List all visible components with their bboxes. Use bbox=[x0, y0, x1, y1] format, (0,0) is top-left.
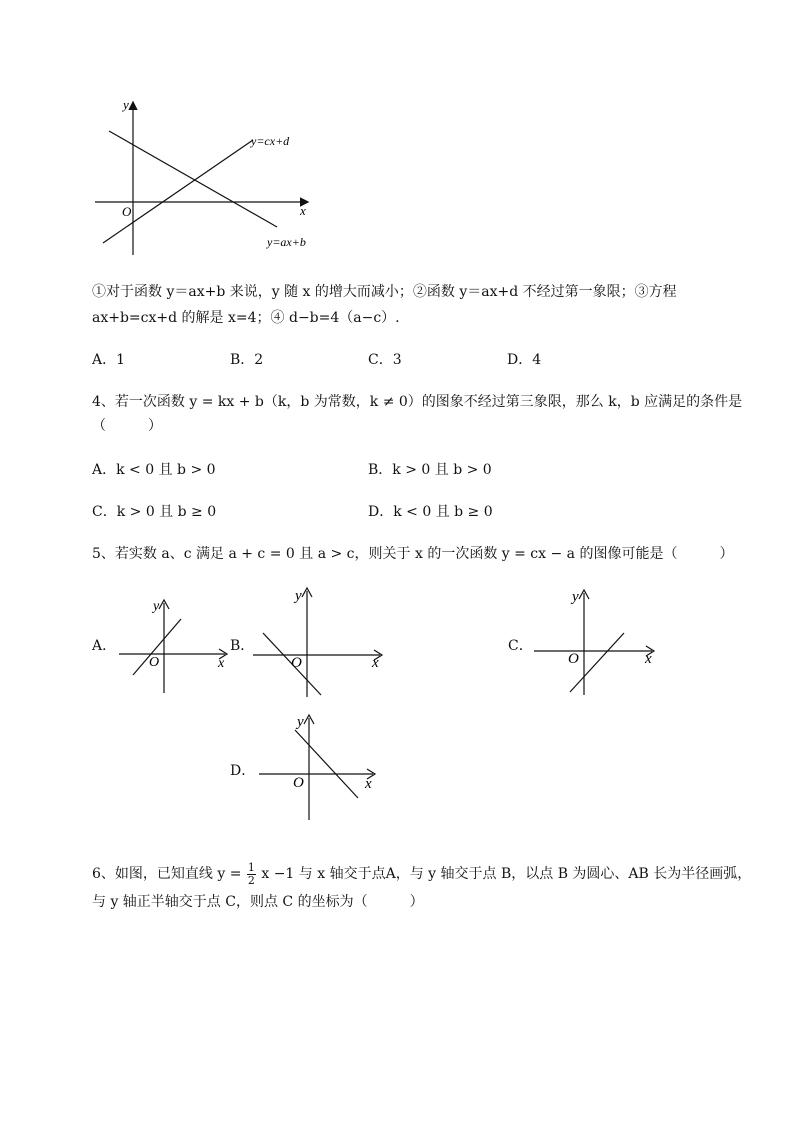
q5-graph-d bbox=[255, 710, 385, 825]
q3-option-b: B．2 bbox=[230, 352, 264, 368]
origin-label: O bbox=[122, 204, 132, 219]
q6-stem-line2: 与 y 轴正半轴交于点 C，则点 C 的坐标为（ ） bbox=[92, 894, 424, 910]
q3-option-c: C．3 bbox=[368, 352, 402, 368]
q5-stem: 5、若实数 a、c 满足 a + c = 0 且 a > c，则关于 x 的一次函数 y = cx − a 的图像可能是（ ） bbox=[92, 546, 734, 562]
q6-pre: 6、如图，已知直线 y = bbox=[92, 866, 242, 882]
q3-statement-line1: ①对于函数 y＝ax+b 来说，y 随 x 的增大而减小；②函数 y＝ax+d 不经过第一象限；③方程 bbox=[92, 284, 677, 300]
q6-stem-line1 bbox=[92, 860, 751, 888]
q5-graph-b bbox=[245, 585, 395, 700]
q6-fraction bbox=[247, 862, 256, 887]
svg-text:O: O bbox=[291, 655, 302, 671]
q4-stem-line1: 4、若一次函数 y = kx + b（k，b 为常数，k ≠ 0）的图象不经过第三象限，那么 k，b 应满足的条件是 bbox=[92, 394, 743, 410]
y-axis-label: y bbox=[123, 97, 129, 112]
svg-text:x: x bbox=[218, 656, 225, 671]
q4-option-a: A．k < 0 且 b > 0 bbox=[92, 462, 216, 478]
q4-option-d: D．k < 0 且 b ≥ 0 bbox=[368, 504, 493, 520]
q6-frac-num: 1 bbox=[247, 860, 255, 874]
q4-option-b: B．k > 0 且 b > 0 bbox=[368, 462, 492, 478]
q5-label-d: D． bbox=[230, 763, 256, 779]
svg-text:x: x bbox=[645, 651, 652, 667]
svg-text:y: y bbox=[297, 714, 304, 730]
q4-option-c: C．k > 0 且 b ≥ 0 bbox=[92, 504, 217, 520]
q5-label-a: A． bbox=[92, 638, 117, 654]
svg-text:O: O bbox=[293, 775, 304, 791]
q3-option-d: D．4 bbox=[507, 352, 542, 368]
q3-statement-line2: ax+b=cx+d 的解是 x=4；④ d−b=4（a−c）. bbox=[92, 310, 400, 326]
svg-text:y: y bbox=[572, 589, 579, 605]
svg-text:x: x bbox=[365, 776, 372, 792]
line2-label: y=ax+b bbox=[267, 235, 306, 249]
q5-label-b: B． bbox=[230, 638, 255, 654]
q6-frac-den: 2 bbox=[247, 873, 255, 887]
q4-stem-line2: （ ） bbox=[92, 418, 162, 434]
q3-option-a: A．1 bbox=[92, 352, 126, 368]
svg-text:y: y bbox=[295, 588, 302, 604]
top-graph-figure bbox=[85, 95, 325, 260]
q6-post: x −1 与 x 轴交于点A，与 y 轴交于点 B，以点 B 为圆心、AB 长为半径画弧， bbox=[261, 866, 752, 882]
svg-text:O: O bbox=[568, 651, 579, 667]
line-cx-plus-d bbox=[103, 140, 253, 243]
svg-text:x: x bbox=[372, 655, 379, 671]
svg-text:y: y bbox=[153, 599, 160, 614]
x-axis-label: x bbox=[300, 203, 306, 218]
q5-graph-a bbox=[115, 595, 235, 697]
q5-label-c: C． bbox=[508, 638, 533, 654]
line1-label: y=cx+d bbox=[251, 134, 290, 148]
svg-text:O: O bbox=[149, 655, 160, 670]
q5-graph-c bbox=[528, 585, 668, 700]
